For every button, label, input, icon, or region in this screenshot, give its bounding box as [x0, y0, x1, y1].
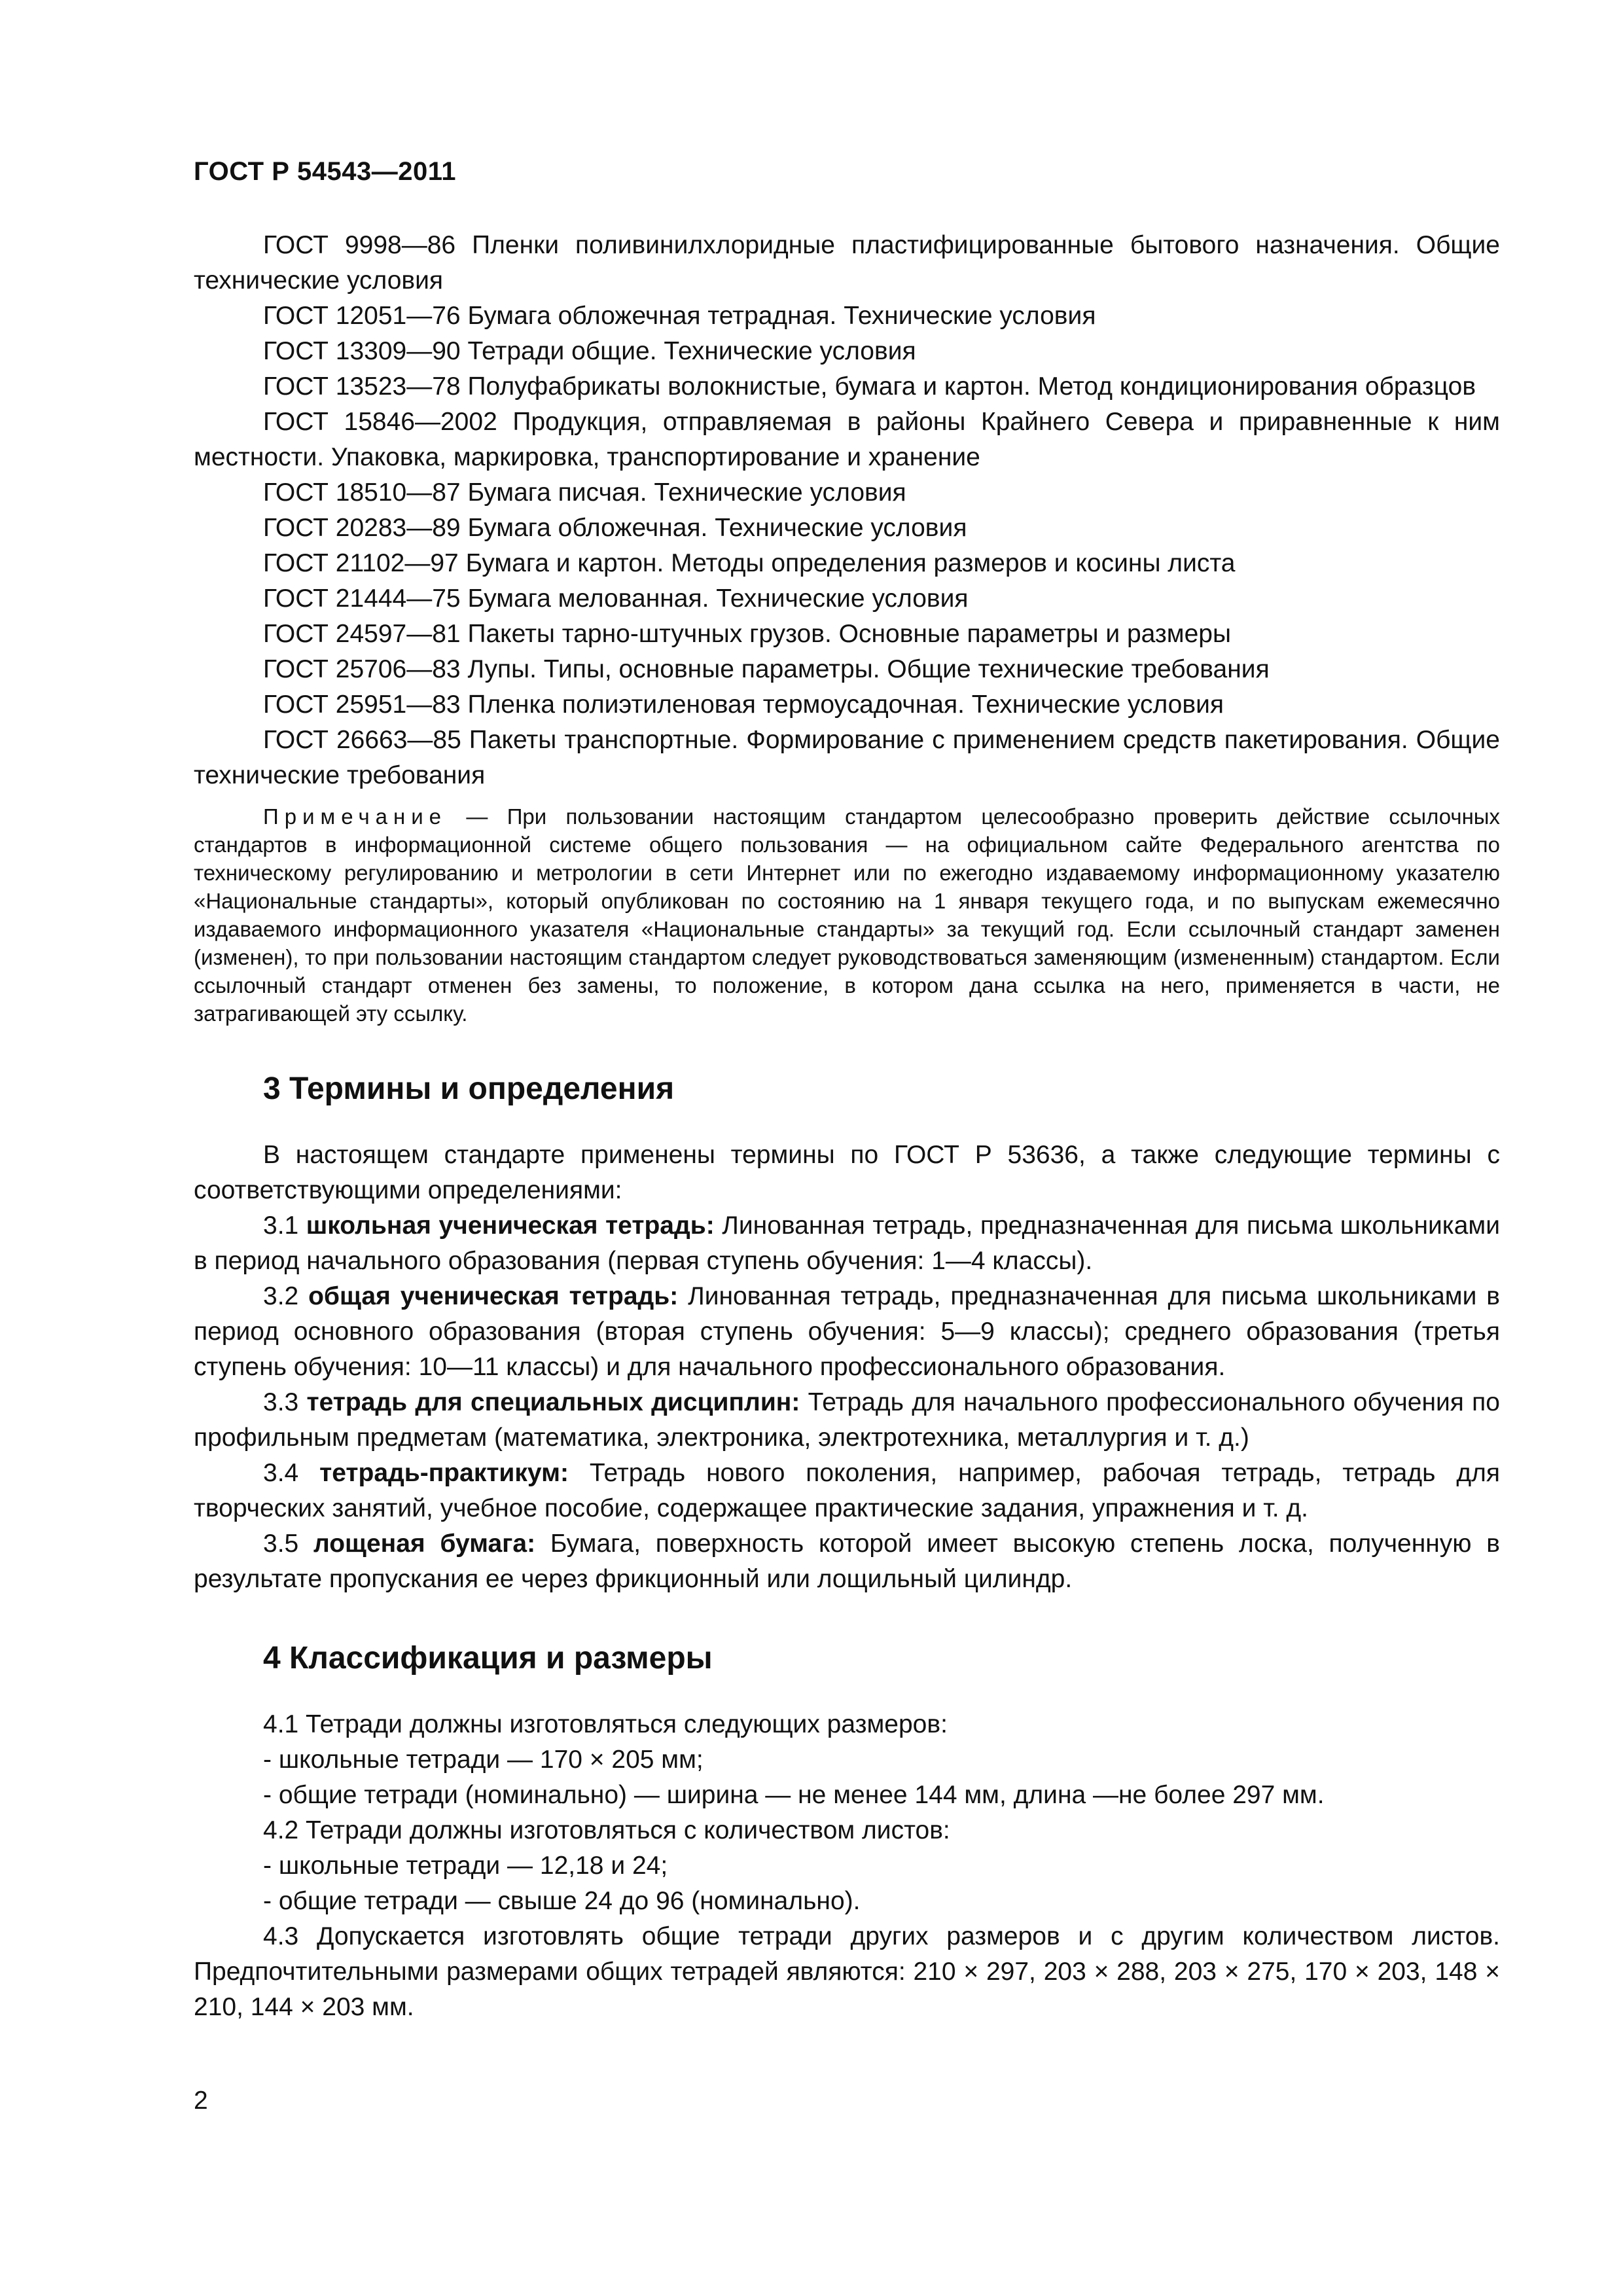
term-number: 3.4: [263, 1459, 299, 1487]
term-definition: [194, 1526, 1500, 1597]
reference-item: ГОСТ 13309—90 Тетради общие. Технические условия: [263, 337, 916, 365]
note-label: Примечание: [263, 804, 448, 829]
reference-item: ГОСТ 13523—78 Полуфабрикаты волокнистые, бумага и картон. Метод кондиционирования образцов: [263, 372, 1476, 401]
page-number: 2: [194, 2087, 208, 2115]
page-content: [194, 156, 1500, 2025]
document-header: ГОСТ Р 54543—2011: [194, 157, 456, 186]
term-number: 3.1: [263, 1211, 299, 1240]
term-number: 3.3: [263, 1388, 299, 1416]
reference-item: ГОСТ 21102—97 Бумага и картон. Методы определения размеров и косины листа: [263, 549, 1236, 577]
reference-item: ГОСТ 24597—81 Пакеты тарно-штучных грузов. Основные параметры и размеры: [263, 620, 1231, 648]
clause-4-2: 4.2 Тетради должны изготовляться с количеством листов:: [263, 1816, 950, 1844]
clause-4-1: 4.1 Тетради должны изготовляться следующих размеров:: [263, 1710, 948, 1738]
reference-item: ГОСТ 21444—75 Бумага мелованная. Технические условия: [263, 584, 969, 613]
term-name: тетрадь-практикум:: [319, 1459, 569, 1487]
term-def: Линованная тетрадь, предназначенная для письма школьниками в период начального образования (первая ступень обучения: 1—4 классы).: [194, 1211, 1500, 1275]
term-definition: [194, 1279, 1500, 1385]
term-name: лощеная бумага:: [313, 1530, 536, 1558]
reference-item: ГОСТ 9998—86 Пленки поливинилхлоридные пластифицированные бытового назначения. Общие технические условия: [194, 231, 1500, 295]
reference-item: ГОСТ 25951—83 Пленка полиэтиленовая термоусадочная. Технические условия: [263, 691, 1224, 719]
reference-item: ГОСТ 18510—87 Бумага писчая. Технические условия: [263, 478, 906, 507]
term-number: 3.5: [263, 1530, 299, 1558]
term-number: 3.2: [263, 1282, 299, 1310]
note-paragraph: [194, 802, 1500, 1028]
term-def: Бумага, поверхность которой имеет высокую степень лоска, полученную в результате пропускания ее через фрикционный или лощильный цилиндр.: [194, 1530, 1501, 1593]
note-text: — При пользовании настоящим стандартом целесообразно проверить действие ссылочных стандартов в информационной системе общего пользования — на официальном сайте Федерального агентства по техническому регулированию и метрологии в сети Интернет или по ежегодно издаваемому информационному указателю «Национальные стандарты», который опубликован по состоянию на 1 января текущего года, и по выпускам ежемесячно издаваемого информационного указателя «Национальные стандарты» за текущий год. Если ссылочный стандарт заменен (изменен), то при пользовании настоящим стандартом следует руководствоваться заменяющим (измененным) стандартом. Если ссылочный стандарт отменен без замены, то положение, в котором дана ссылка на него, применяется в части, не затрагивающей эту ссылку.: [194, 804, 1501, 1026]
list-item: - школьные тетради — 12,18 и 24;: [263, 1852, 668, 1880]
term-definition: [194, 1208, 1500, 1279]
term-definition: [194, 1456, 1500, 1526]
term-name: тетрадь для специальных дисциплин:: [306, 1388, 800, 1416]
term-definition: [194, 1385, 1500, 1456]
term-def: Тетрадь нового поколения, например, рабочая тетрадь, тетрадь для творческих занятий, учебное пособие, содержащее практические задания, упражнения и т. д.: [194, 1459, 1500, 1522]
reference-item: ГОСТ 20283—89 Бумага обложечная. Технические условия: [263, 514, 967, 542]
reference-item: ГОСТ 25706—83 Лупы. Типы, основные параметры. Общие технические требования: [263, 655, 1270, 683]
section-4-title: 4 Классификация и размеры: [263, 1641, 713, 1676]
list-item: - общие тетради (номинально) — ширина — не менее 144 мм, длина —не более 297 мм.: [263, 1781, 1325, 1809]
reference-item: ГОСТ 15846—2002 Продукция, отправляемая в районы Крайнего Севера и приравненные к ним местности. Упаковка, маркировка, транспортирование и хранение: [194, 408, 1500, 471]
term-name: общая ученическая тетрадь:: [308, 1282, 679, 1310]
list-item: - общие тетради — свыше 24 до 96 (номинально).: [263, 1887, 861, 1915]
clause-4-3: 4.3 Допускается изготовлять общие тетради других размеров и с другим количеством листов. Предпочтительными размерами общих тетрадей являются: 210 × 297, 203 × 288, 203 × 275, 170 × 203, 148 × 210, 144 × 203 мм.: [194, 1922, 1500, 2021]
section-3-title: 3 Термины и определения: [263, 1071, 675, 1106]
list-item: - школьные тетради — 170 × 205 мм;: [263, 1746, 704, 1774]
term-def: Линованная тетрадь, предназначенная для письма школьниками в период основного образования (вторая ступень обучения: 5—9 классы); среднего образования (третья ступень обучения: 10—11 классы) и для начального профессионального образования.: [194, 1282, 1500, 1381]
reference-item: ГОСТ 26663—85 Пакеты транспортные. Формирование с применением средств пакетирования. Общие технические требования: [194, 726, 1500, 789]
normative-references: [194, 228, 1500, 793]
term-name: школьная ученическая тетрадь:: [306, 1211, 715, 1240]
term-def: Тетрадь для начального профессионального обучения по профильным предметам (математика, электроника, электротехника, металлургия и т. д.): [194, 1388, 1500, 1452]
reference-item: ГОСТ 12051—76 Бумага обложечная тетрадная. Технические условия: [263, 302, 1096, 330]
section-3-intro: В настоящем стандарте применены термины по ГОСТ Р 53636, а также следующие термины с соответствующими определениями:: [194, 1141, 1500, 1204]
